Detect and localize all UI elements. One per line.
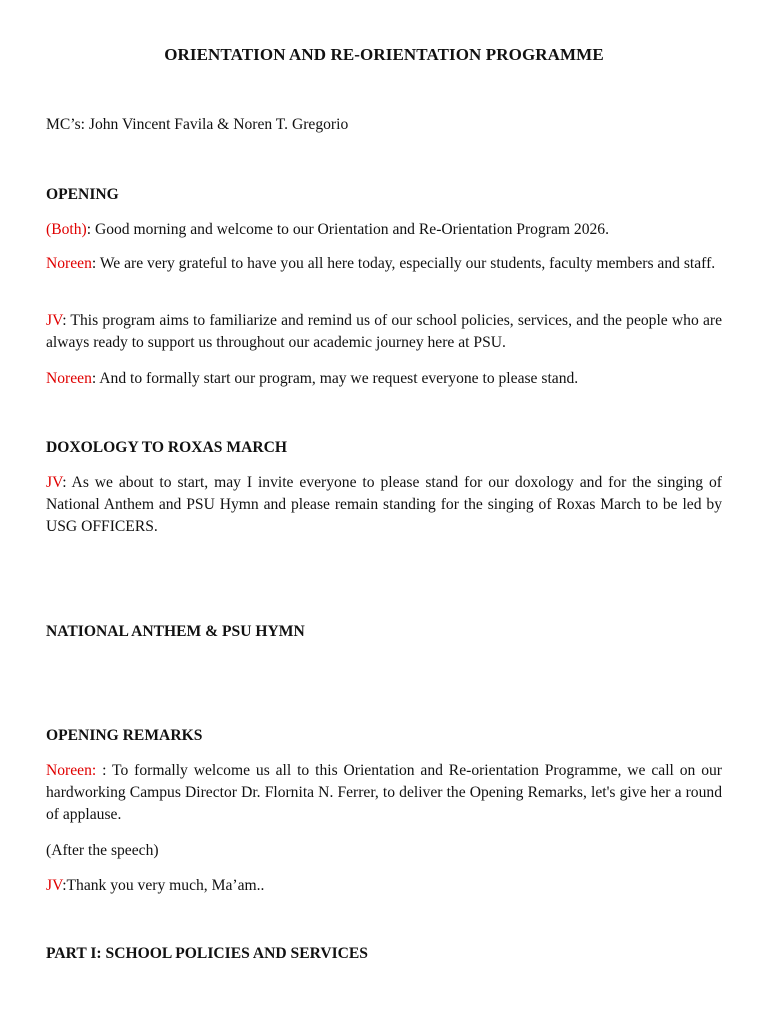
anthem-heading: NATIONAL ANTHEM & PSU HYMN — [46, 623, 305, 640]
opening-line-3 — [46, 310, 722, 354]
opening-heading: OPENING — [46, 186, 119, 203]
remarks-heading: OPENING REMARKS — [46, 727, 203, 744]
line-text: : And to formally start our program, may we request everyone to please stand. — [91, 370, 579, 387]
line-text: : We are very grateful to have you all here today, especially our students, faculty members and staff. — [91, 255, 716, 272]
speaker-label: (Both) — [46, 221, 87, 238]
doxology-line-1 — [46, 472, 722, 538]
part1-heading: PART I: SCHOOL POLICIES AND SERVICES — [46, 945, 368, 962]
remarks-line-1 — [46, 760, 722, 826]
document-title: ORIENTATION AND RE-ORIENTATION PROGRAMME — [164, 45, 604, 64]
speaker-label: Noreen — [46, 255, 92, 272]
speaker-label: JV — [46, 474, 63, 491]
line-text: : Good morning and welcome to our Orientation and Re-Orientation Program 2026. — [86, 221, 609, 238]
speaker-label: Noreen: — [46, 762, 97, 779]
line-text: : To formally welcome us all to this Orientation and Re-orientation Programme, we call on our hardworking Campus Director Dr. Flornita N. Ferrer, to deliver the Opening Remarks, let's give her a round of applause. — [46, 762, 722, 823]
speaker-label: JV — [46, 312, 63, 329]
thanks-line — [46, 875, 722, 897]
opening-line-2 — [46, 253, 722, 275]
opening-line-1 — [46, 219, 722, 241]
speaker-label: Noreen — [46, 370, 92, 387]
after-speech-note: (After the speech) — [46, 842, 159, 859]
line-text: :Thank you very much, Ma’am.. — [62, 877, 265, 894]
mcs-line: MC’s: John Vincent Favila & Noren T. Gregorio — [46, 116, 349, 133]
line-text: : This program aims to familiarize and remind us of our school policies, services, and the people who are always ready to support us throughout our academic journey here at PSU. — [46, 312, 722, 351]
opening-line-4 — [46, 368, 722, 390]
speaker-label: JV — [46, 877, 63, 894]
line-text: : As we about to start, may I invite everyone to please stand for our doxology and for the singing of National Anthem and PSU Hymn and please remain standing for the singing of Roxas March to be led by USG OFFICERS. — [46, 474, 722, 535]
doxology-heading: DOXOLOGY TO ROXAS MARCH — [46, 439, 288, 456]
